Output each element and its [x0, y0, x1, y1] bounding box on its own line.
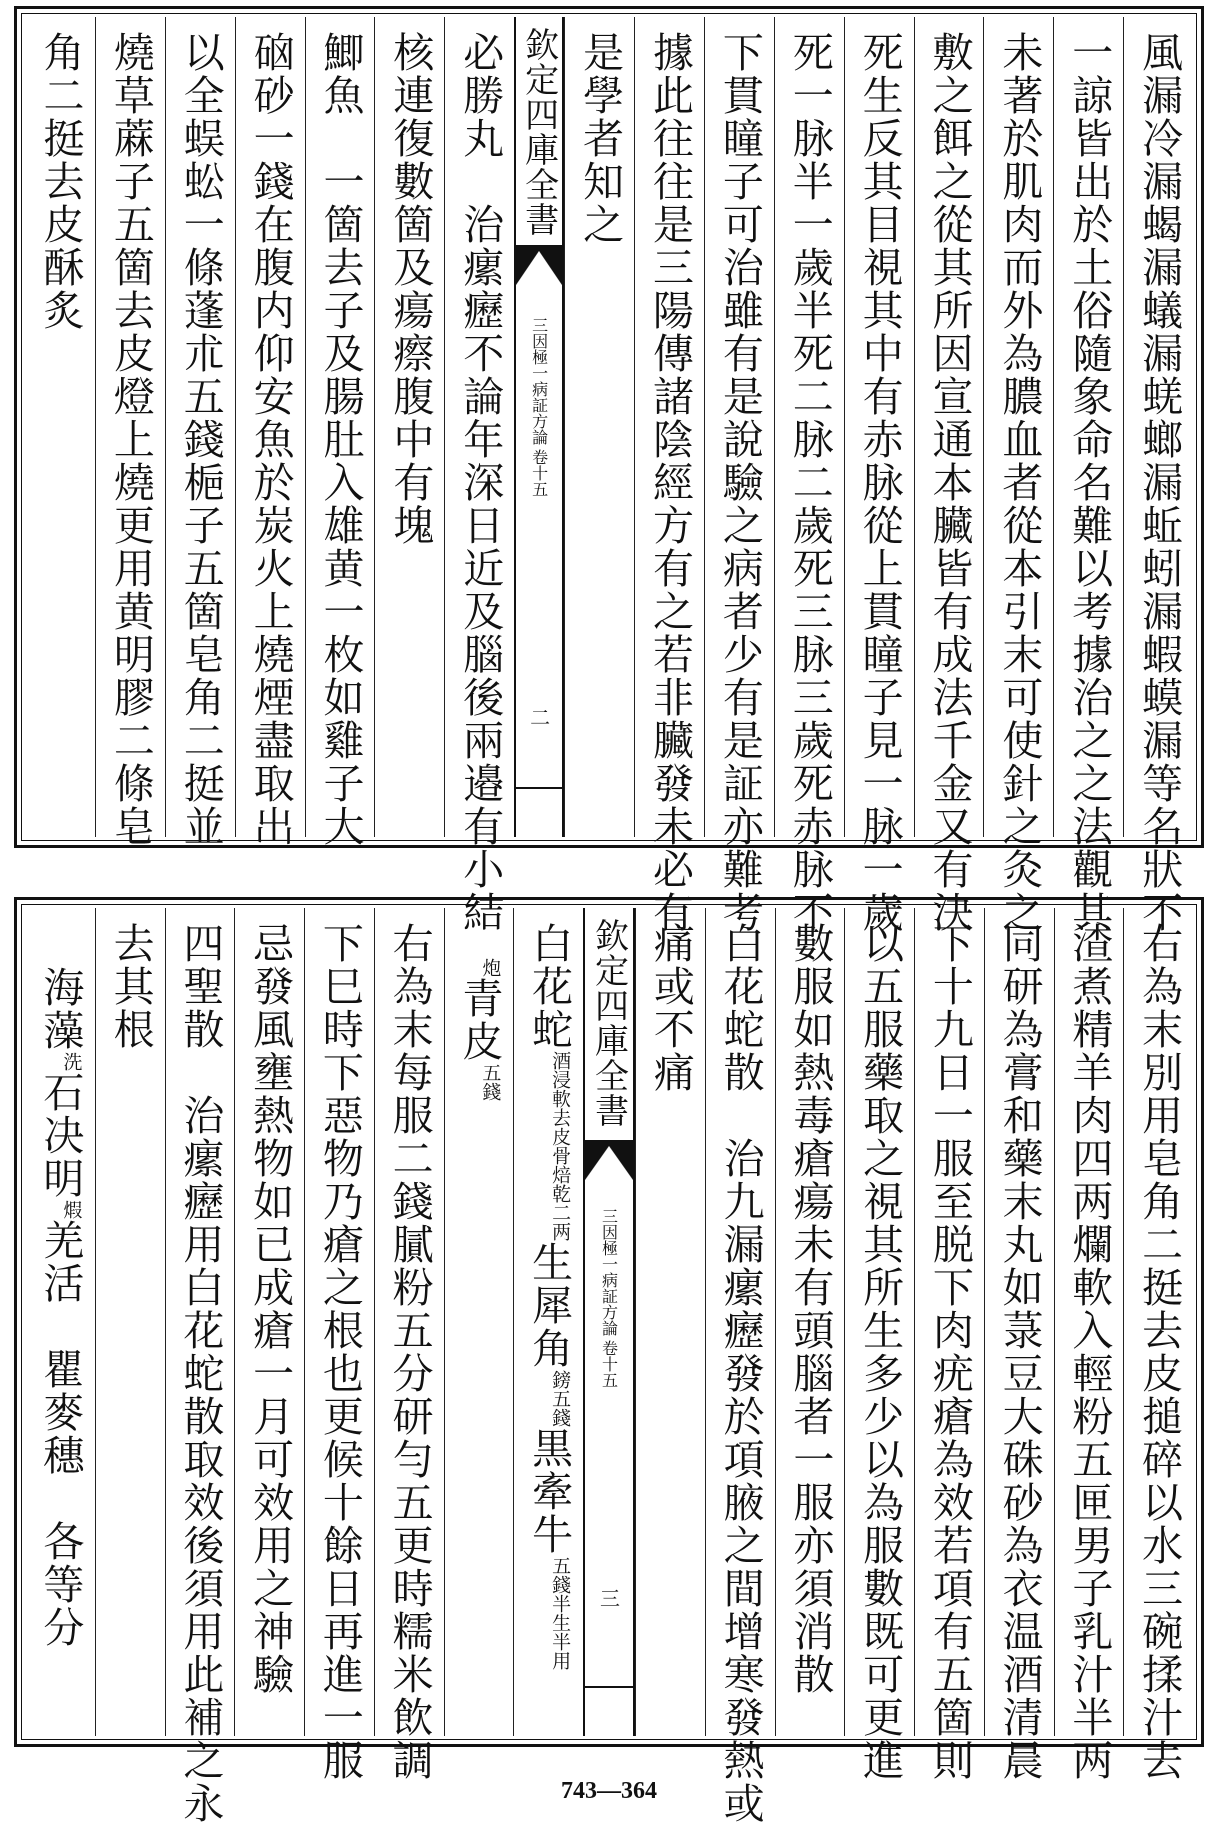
text-column: [774, 17, 844, 934]
text-column: [704, 17, 774, 934]
text-column: [635, 908, 705, 1736]
top-page: [14, 6, 1204, 934]
column-text: 同研為膏和藥末丸如菉豆大硃砂為衣温酒清晨: [995, 922, 1044, 1782]
text-column: [983, 17, 1053, 934]
herb-note: 五: [479, 1063, 502, 1082]
herb-note: 酒浸軟去皮: [549, 1051, 572, 1146]
column-text: 數服如熱毒瘡瘍未有頭腦者一服亦須消散: [786, 922, 835, 1696]
herb-name: 白花蛇: [525, 922, 574, 1051]
herb-name: 青皮: [455, 977, 504, 1063]
column-text: 以全蜈蚣一條蓬朮五錢梔子五箇皂角二挺並: [176, 31, 225, 848]
text-column: [25, 908, 95, 1736]
text-column: [95, 17, 165, 848]
herb-name: 海藻: [36, 966, 85, 1052]
herb-note: 五錢半: [549, 1556, 572, 1613]
column-text: 四聖散 治瘰癧用白花蛇散取效後須用此補之永: [176, 922, 225, 1825]
text-column: [984, 908, 1054, 1782]
column-text: 硇砂一錢在腹内仰安魚於炭火上燒煙盡取出: [246, 31, 295, 848]
spine-volume: 卷十五: [529, 449, 549, 497]
spine-bottom-bar: [585, 1686, 633, 1736]
text-column: [1123, 17, 1193, 934]
text-column: [25, 17, 95, 837]
column-text: 據此往往是三陽傳諸陰經方有之若非臟發未必有: [645, 31, 694, 934]
spine-info: [528, 317, 551, 497]
column-text: 下巳時下惡物乃瘡之根也更候十餘日再進一服: [315, 922, 364, 1782]
column-text: 一諒皆出於土俗隨象命名難以考據治之之法觀其: [1065, 31, 1114, 934]
herb-note: 煆: [60, 1200, 83, 1219]
text-column: [844, 908, 914, 1782]
text-column: [1054, 908, 1124, 1782]
spine: [583, 908, 635, 1736]
text-column: [1123, 908, 1193, 1782]
column-text: 下十九日一服至脱下肉疣瘡為效若項有五箇則: [925, 922, 974, 1782]
text-column: [374, 908, 444, 1782]
column-text: 右為末別用皂角二挺去皮搥碎以水三碗揉汁去: [1135, 922, 1184, 1782]
herb-column: [513, 908, 583, 1736]
column-text: 未著於肌肉而外為膿血者從本引末可使針之灸之: [995, 31, 1044, 934]
column-text: [36, 966, 85, 1649]
spine-bottom-bar: [516, 787, 562, 837]
text-column: [914, 908, 984, 1782]
column-text: 死生反其目視其中有赤脉從上貫瞳子見一脉一歲: [855, 31, 904, 934]
column-text: 白花蛇散 治九漏瘰癧發於項腋之間增寒發熱或: [716, 922, 765, 1825]
column-text: [525, 922, 574, 1670]
column-text: 死一脉半一歲半死二脉二歲死三脉三歲死赤脉不: [785, 31, 834, 934]
herb-note: 洗: [60, 1052, 83, 1071]
column-text: 下貫瞳子可治雖有是說驗之病者少有是証亦難考: [715, 31, 764, 934]
text-column: [305, 17, 375, 848]
spine-title: 欽定四庫全書: [588, 918, 629, 1128]
herb-name: 黒牽牛: [525, 1427, 574, 1556]
herb-note: 炮: [479, 958, 502, 977]
herb-name: 石决明: [36, 1071, 85, 1200]
column-text: 右為末每服二錢膩粉五分研勻五更時糯米飲調: [385, 922, 434, 1782]
column-text: 去其根: [106, 922, 155, 1051]
fish-tail-mark: [585, 1140, 633, 1180]
top-page-columns: [25, 17, 1193, 934]
column-text: 風漏冷漏蝎漏蟻漏蜣螂漏蚯蚓漏蝦蟆漏等名狀不: [1135, 31, 1184, 934]
column-text: 核連復數箇及瘍瘵腹中有塊: [386, 31, 435, 547]
text-column: [564, 17, 634, 837]
spine-section: 三因極一病証方論: [529, 317, 549, 445]
column-text: 燒草蔴子五箇去皮燈上燒更用黄明膠二條皂: [106, 31, 155, 848]
spine-page-number: 三: [596, 1588, 621, 1608]
text-column: [235, 17, 305, 848]
text-column: [705, 908, 775, 1825]
text-column: [634, 17, 704, 934]
fish-tail-mark: [516, 245, 562, 285]
column-text: 忌發風壅熱物如已成瘡一月可效用之神驗: [246, 922, 295, 1696]
herb-note: 生半用: [549, 1613, 572, 1670]
column-text: 痛或不痛: [646, 922, 695, 1094]
herb-column: [444, 908, 514, 1736]
herb-note: 骨焙乾二两: [549, 1146, 572, 1241]
text-column: [165, 17, 235, 848]
text-column: [775, 908, 845, 1736]
column-text: 角二挺去皮酥炙: [36, 31, 85, 332]
column-text: 是學者知之: [576, 31, 625, 246]
spine-title: 欽定四庫全書: [518, 27, 559, 237]
spine-section: 三因極一病証方論: [599, 1208, 619, 1336]
column-text: [455, 958, 504, 1101]
text-column: [165, 908, 235, 1825]
column-text: 敷之餌之從其所因宣通本臟皆有成法千金又有決: [925, 31, 974, 934]
text-column: [304, 908, 374, 1782]
herb-name: 羌活 瞿麥穗 各等分: [36, 1219, 85, 1649]
text-column: [914, 17, 984, 934]
column-text: 以五服藥取之視其所生多少以為服數既可更進: [856, 922, 905, 1782]
text-column: [95, 908, 165, 1736]
column-text: 渣煮精羊肉四两爛軟入輕粉五匣男子乳汁半两: [1065, 922, 1114, 1782]
spine-info: [598, 1208, 621, 1388]
text-column: [374, 17, 444, 837]
herb-name: 生犀角: [525, 1241, 574, 1370]
page-footer-number: 743—364: [561, 1778, 657, 1804]
spine: [514, 17, 564, 837]
herb-note: 鎊五: [549, 1370, 572, 1408]
text-column: [234, 908, 304, 1736]
spine-page-number: 二: [526, 707, 551, 727]
column-text: 鯽魚 一箇去子及腸肚入雄黄一枚如雞子大: [316, 31, 365, 848]
text-column: [844, 17, 914, 934]
column-text: 必勝丸 治瘰癧不論年深日近及腦後兩邉有小結: [456, 31, 505, 934]
herb-note: 錢: [479, 1082, 502, 1101]
text-column: [444, 17, 514, 934]
spine-volume: 卷十五: [599, 1340, 619, 1388]
herb-note: 錢: [549, 1408, 572, 1427]
text-column: [1053, 17, 1123, 934]
